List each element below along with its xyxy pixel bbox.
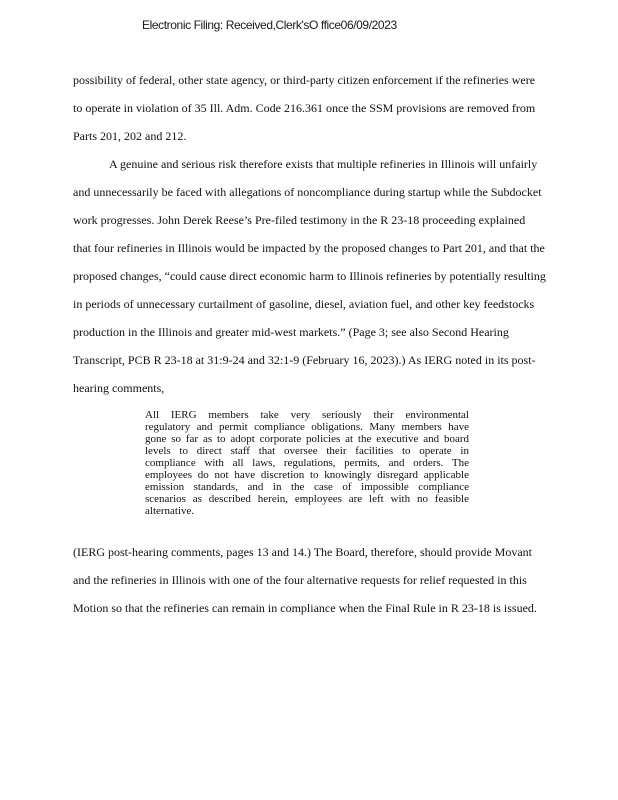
paragraph-2-line: Transcript, PCB R 23-18 at 31:9-24 and 32:1-9 (February 16, 2023).) As IERG noted in its post- bbox=[73, 353, 536, 367]
electronic-filing-stamp: Electronic Filing: Received,Clerk'sO ffice06/09/2023 bbox=[142, 18, 397, 32]
block-quote-line: All IERG members take very seriously their environmental bbox=[145, 409, 469, 421]
block-quote-line: regulatory and permit compliance obligations. Many members have bbox=[145, 421, 469, 433]
paragraph-1-line: Parts 201, 202 and 212. bbox=[73, 129, 187, 143]
block-quote-line: employees do not have discretion to knowingly disregard applicable bbox=[145, 469, 469, 481]
block-quote-line: gone so far as to adopt corporate policies at the executive and board bbox=[145, 433, 469, 445]
block-quote-line: compliance with all laws, regulations, permits, and orders. The bbox=[145, 457, 469, 469]
paragraph-3-line: (IERG post-hearing comments, pages 13 and 14.) The Board, therefore, should provide Movant bbox=[73, 545, 532, 559]
block-quote-line: levels to direct staff that oversee their facilities to operate in bbox=[145, 445, 469, 457]
paragraph-2-line: that four refineries in Illinois would be impacted by the proposed changes to Part 201, and that the bbox=[73, 241, 545, 255]
paragraph-1-line: possibility of federal, other state agency, or third-party citizen enforcement if the refineries were bbox=[73, 73, 536, 87]
paragraph-2-line: hearing comments, bbox=[73, 381, 165, 395]
paragraph-3-line: Motion so that the refineries can remain in compliance when the Final Rule in R 23-18 is issued. bbox=[73, 601, 537, 615]
paragraph-2-line: and unnecessarily be faced with allegations of noncompliance during startup while the Subdocket bbox=[73, 185, 542, 199]
block-quote-line: emission standards, and in the case of impossible compliance bbox=[145, 481, 469, 493]
paragraph-2-line: A genuine and serious risk therefore exists that multiple refineries in Illinois will unfairly bbox=[109, 157, 538, 171]
block-quote-line: scenarios as described herein, employees are left with no feasible bbox=[145, 493, 469, 505]
paragraph-2-line: production in the Illinois and greater mid-west markets.” (Page 3; see also Second Hearing bbox=[73, 325, 509, 339]
paragraph-3-line: and the refineries in Illinois with one of the four alternative requests for relief requested in this bbox=[73, 573, 527, 587]
paragraph-1-line: to operate in violation of 35 Ill. Adm. Code 216.361 once the SSM provisions are removed from bbox=[73, 101, 536, 115]
paragraph-2-line: in periods of unnecessary curtailment of gasoline, diesel, aviation fuel, and other key feedstocks bbox=[73, 297, 535, 311]
paragraph-2-line: proposed changes, “could cause direct economic harm to Illinois refineries by potentially resulting bbox=[73, 269, 546, 283]
block-quote-line: alternative. bbox=[145, 505, 195, 517]
paragraph-2-line: work progresses. John Derek Reese’s Pre-filed testimony in the R 23-18 proceeding explained bbox=[73, 213, 526, 227]
